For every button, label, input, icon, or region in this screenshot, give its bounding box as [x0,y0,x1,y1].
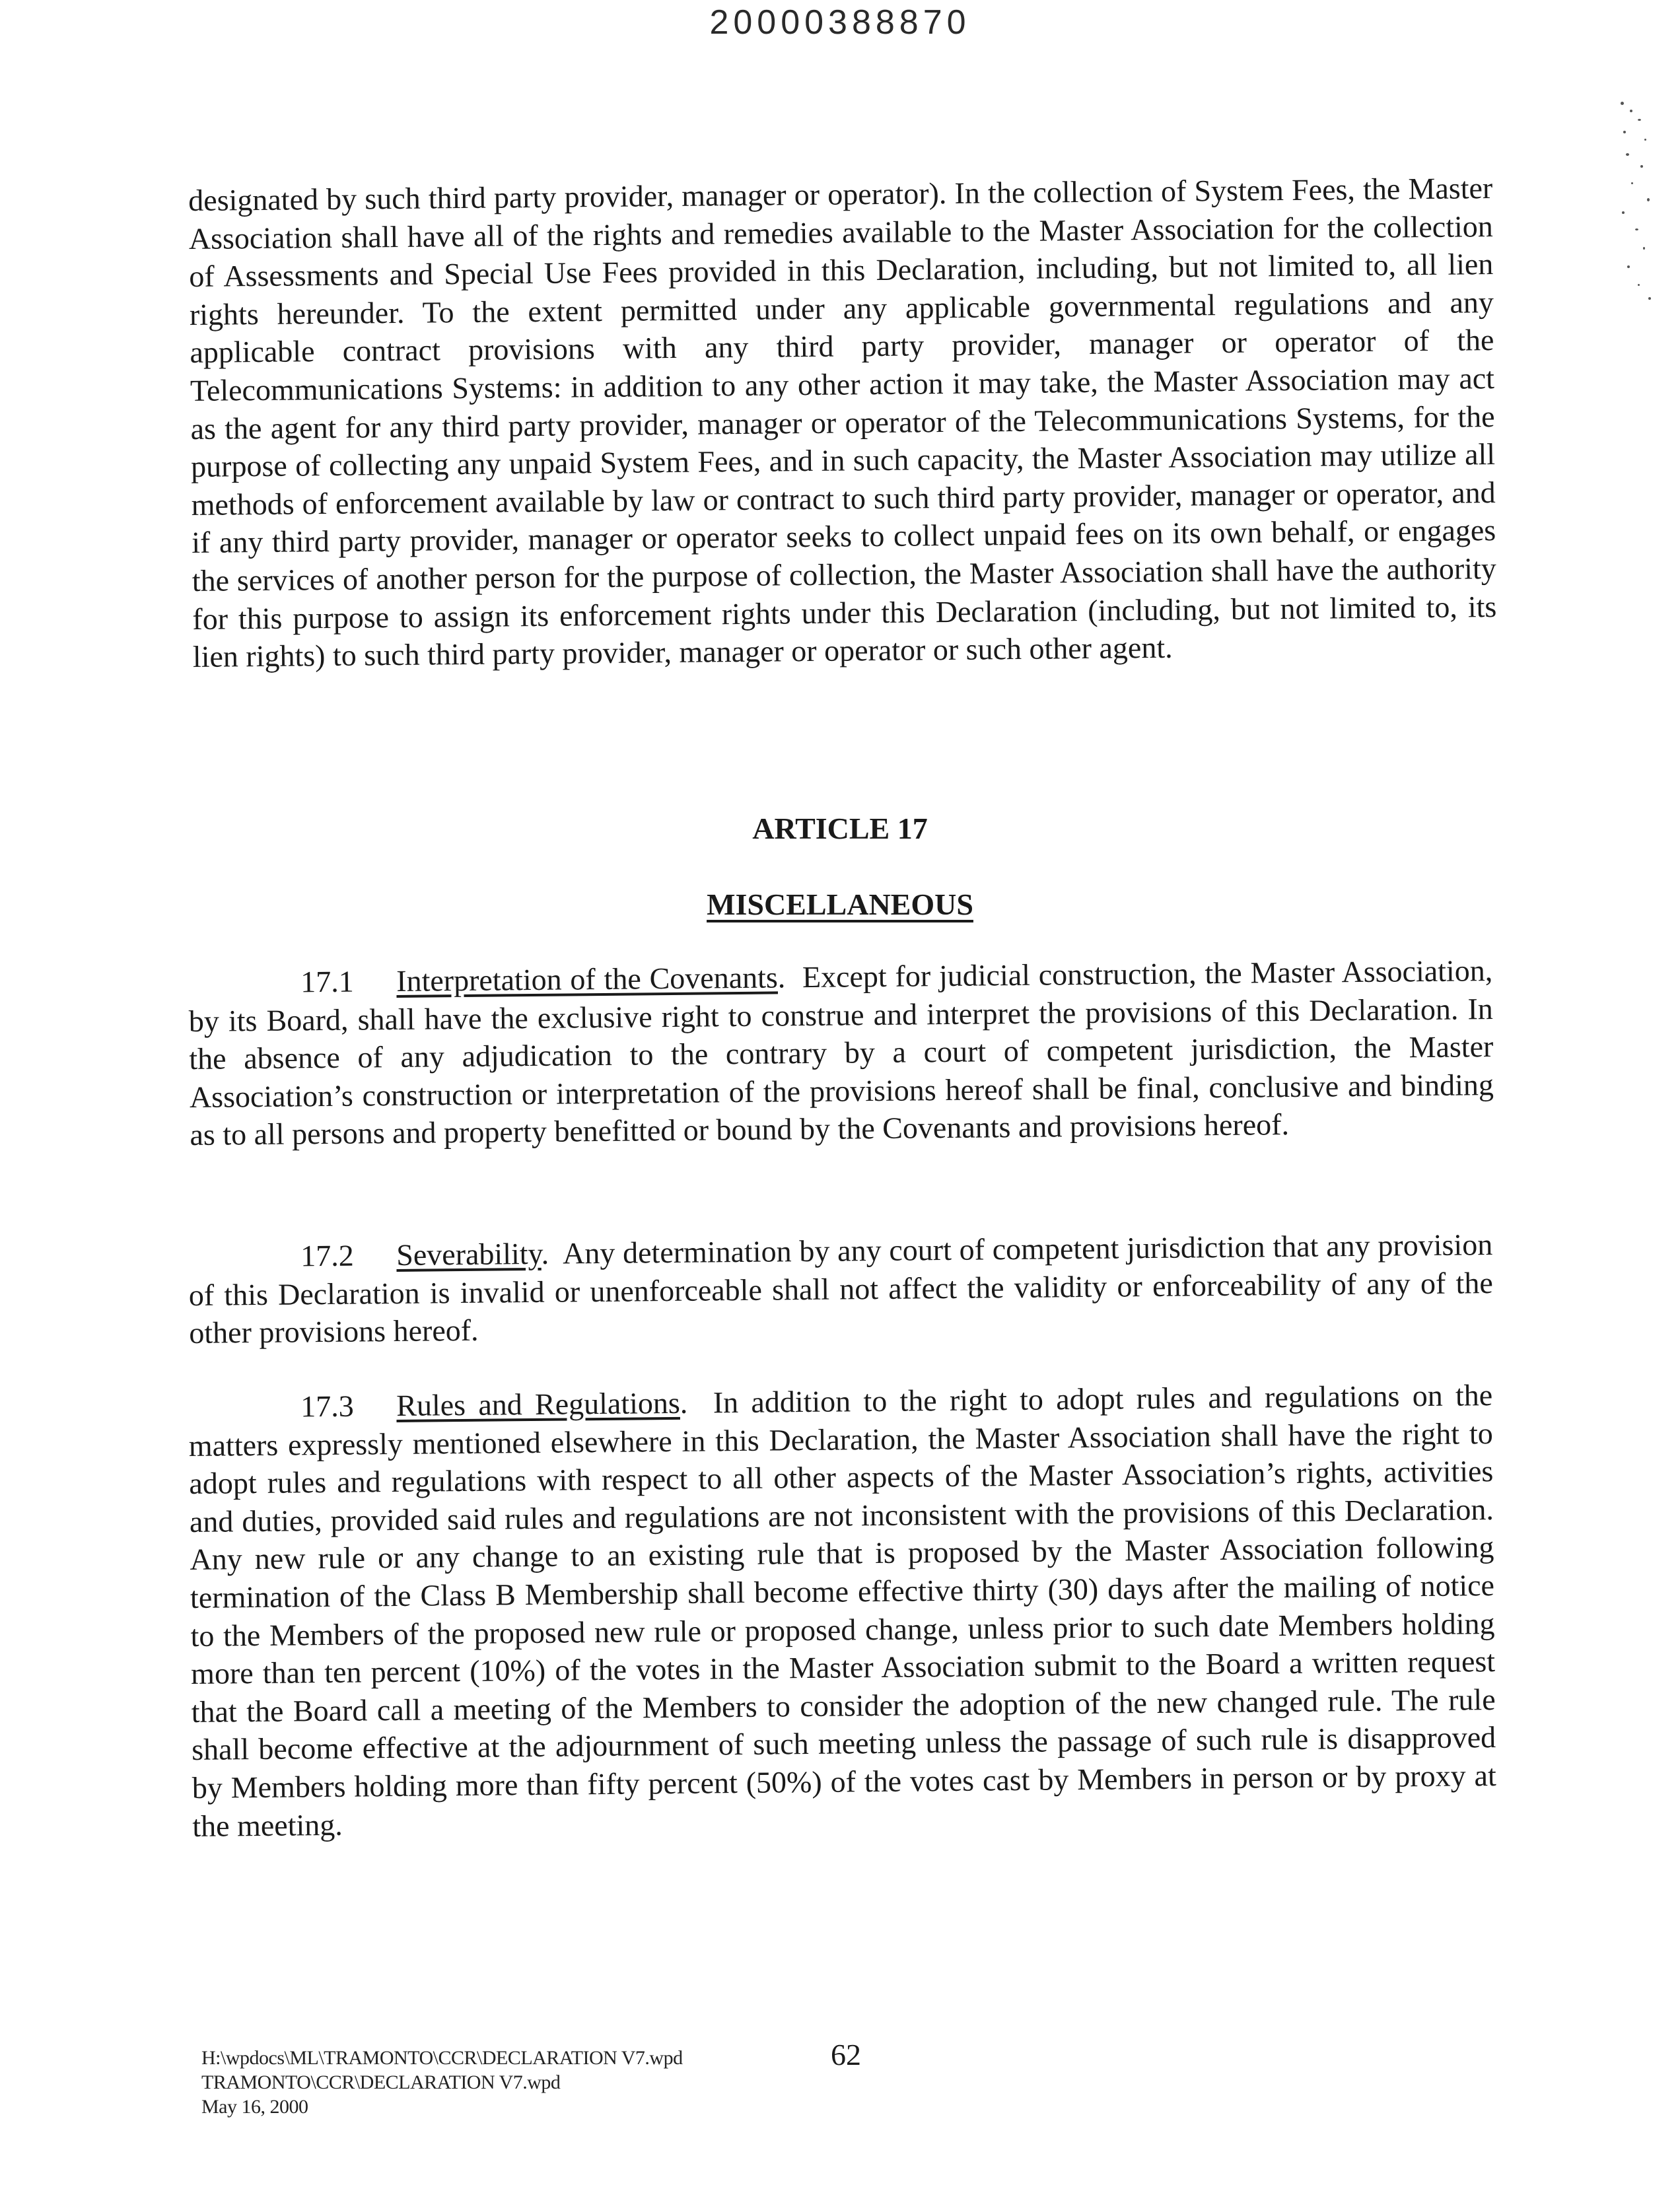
section-title: Severability [396,1236,542,1272]
footer-path-2: TRAMONTO\CCR\DECLARATION V7.wpd [201,2071,561,2093]
section-text: Any determination by any court of competent jurisdiction that any provision of this Declaration is invalid or unenforceable shall not affect the validity or enforceability of any of the other provisions hereof. [188,1228,1493,1350]
section-number: 17.1 [300,964,355,999]
footer-date: May 16, 2000 [201,2096,308,2118]
article-heading: ARTICLE 17 [752,812,928,845]
section-text: In addition to the right to adopt rules and regulations on the matters expressly mentioned elsewhere in this Declaration, the Master Association shall have the right to adopt rules and regulations with respect to all other aspects of the Master Association’s rights, activities and duties, provided said rules and regulations are not inconsistent with the provisions of this Declaration. Any new rule or any change to an existing rule that is proposed by the Master Association following termination of the Class B Membership shall become effective thirty (30) days after the mailing of notice to the Members of the proposed new rule or proposed change, unless prior to such date Members holding more than ten percent (10%) of the votes in the Master Association submit to the Board a written request that the Board call a meeting of the Members to consider the adoption of the new changed rule. The rule shall become effective at the adjournment of such meeting unless the passage of such rule is disapproved by Members holding more than fifty percent (50%) of the votes cast by Members in person or by proxy at the meeting. [188,1378,1496,1843]
section-number: 17.3 [300,1389,355,1424]
intro-paragraph [188,169,1497,676]
section-17-2: 17.2 Severability. Any determination by any court of competent jurisdiction that any provision of this Declaration is invalid or unenforceable shall not affect the validity or enforceability of any of the other provisions hereof. [188,1228,1493,1350]
intro-paragraph-text: designated by such third party provider, manager or operator). In the collection of System Fees, the Master Association shall have all of the rights and remedies available to the Master Association for the collection of Assessments and Special Use Fees provided in this Declaration, including, but not limited to, all lien rights hereunder. To the extent permitted under any applicable governmental regulations and any applicable contract provisions with any third party provider, manager or operator of the Telecommunications Systems: in addition to any other action it may take, the Master Association may act as the agent for any third party provider, manager or operator of the Telecommunications Systems, for the purpose of collecting any unpaid System Fees, and in such capacity, the Master Association may utilize all methods of enforcement available by law or contract to such third party provider, manager or operator, and if any third party provider, manager or operator seeks to collect unpaid fees on its own behalf, or engages the services of another person for the purpose of collection, the Master Association shall have the authority for this purpose to assign its enforcement rights under this Declaration (including, but not limited to, its lien rights) to such third party provider, manager or operator or such other agent. [188,171,1497,674]
article-title: MISCELLANEOUS [707,887,973,921]
section-number: 17.2 [300,1238,355,1273]
section-17-3: 17.3 Rules and Regulations. In addition to the right to adopt rules and regulations on the matters expressly mentioned elsewhere in this Declaration, the Master Association shall have the right to adopt rules and regulations with respect to all other aspects of the Master Association’s rights, activities and duties, provided said rules and regulations are not inconsistent with the provisions of this Declaration. Any new rule or any change to an existing rule that is proposed by the Master Association following termination of the Class B Membership shall become effective thirty (30) days after the mailing of notice to the Members of the proposed new rule or proposed change, unless prior to such date Members holding more than ten percent (10%) of the votes in the Master Association submit to the Board a written request that the Board call a meeting of the Members to consider the adoption of the new changed rule. The rule shall become effective at the adjournment of such meeting unless the passage of such rule is disapproved by Members holding more than fifty percent (50%) of the votes cast by Members in person or by proxy at the meeting. [188,1378,1496,1843]
document-number: 20000388870 [709,3,971,42]
section-17-1: 17.1 Interpretation of the Covenants. Except for judicial construction, the Master Association, by its Board, shall have the exclusive right to construe and interpret the provisions of this Declaration. In the absence of any adjudication to the contrary by a court of competent jurisdiction, the Master Association’s construction or interpretation of the provisions hereof shall be final, conclusive and binding as to all persons and property benefitted or bound by the Covenants and provisions hereof. [188,954,1494,1152]
section-text: Except for judicial construction, the Master Association, by its Board, shall have the exclusive right to construe and interpret the provisions of this Declaration. In the absence of any adjudication to the contrary by a court of competent jurisdiction, the Master Association’s construction or interpretation of the provisions hereof shall be final, conclusive and binding as to all persons and property benefitted or bound by the Covenants and provisions hereof. [188,954,1494,1152]
section-title: Interpretation of the Covenants [396,960,779,998]
scan-artifact [1618,99,1652,310]
page-number: 62 [831,2038,861,2071]
section-title: Rules and Regulations [396,1385,680,1422]
footer-path-1: H:\wpdocs\ML\TRAMONTO\CCR\DECLARATION V7.wpd [201,2047,683,2069]
